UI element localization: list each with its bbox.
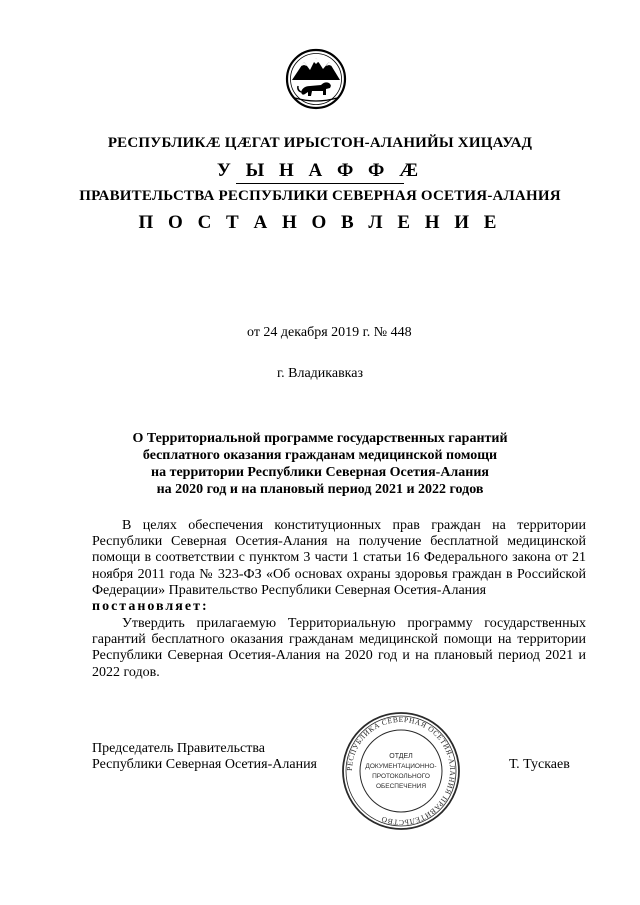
body-paragraph-2: Утвердить прилагаемую Территориальную программу государственных гарантий бесплатного оказания гражданам медицинской помощи на территории Республики Северная Осетия-Алания на 2020 год и на плановый период 2021 и 2022 годов. <box>92 616 586 680</box>
title-line: на территории Республики Северная Осетия-Алания <box>151 465 489 480</box>
resolves-keyword: постановляет: <box>92 599 209 615</box>
document-date-number: от 24 декабря 2019 г. № 448 <box>247 325 412 340</box>
stamp-inner-line: ОТДЕЛ <box>389 753 413 760</box>
title-line: О Территориальной программе государственных гарантий <box>132 431 508 446</box>
stamp-inner-line: ОБЕСПЕЧЕНИЯ <box>375 783 427 790</box>
stamp-inner-line: ДОКУМЕНТАЦИОННО- <box>365 763 437 770</box>
coat-of-arms-emblem <box>285 48 347 110</box>
header-ossetian-government: РЕСПУБЛИКӔ ЦӔГАТ ИРЫСТОН-АЛАНИЙЫ ХИЦАУАД <box>107 135 533 151</box>
header-divider <box>236 183 404 184</box>
header-resolution: П О С Т А Н О В Л Е Н И Е <box>138 212 502 233</box>
header-government: ПРАВИТЕЛЬСТВА РЕСПУБЛИКИ СЕВЕРНАЯ ОСЕТИЯ-АЛАНИЯ <box>79 188 561 204</box>
paragraph-text: В целях обеспечения конституционных прав граждан на территории Республики Северная Осетия-Алания на получение бесплатной медицинской помощи в соответствии с пунктом 3 части 1 статьи 16 Федерального закона от 21 ноября 2011 года № 323-ФЗ «Об основах охраны здоровья граждан в Российской Федерации» Правительство Республики Северная Осетия-Алания <box>92 518 586 598</box>
document-city: г. Владикавказ <box>276 366 364 381</box>
role-line: Председатель Правительства <box>92 741 265 756</box>
role-line: Республики Северная Осетия-Алания <box>92 757 317 772</box>
header-ossetian-resolution: У Ы Н А Ф Ф Ӕ <box>216 160 424 181</box>
document-title <box>120 430 520 498</box>
signatory-role <box>92 741 317 773</box>
title-line: бесплатного оказания гражданам медицинской помощи <box>142 448 498 463</box>
stamp-outer-text: РЕСПУБЛИКА СЕВЕРНАЯ ОСЕТИЯ-АЛАНИЯ ПРАВИТЕЛЬСТВО <box>344 714 458 828</box>
body-paragraph-1 <box>92 518 586 615</box>
svg-text:РЕСПУБЛИКА СЕВЕРНАЯ ОСЕТИЯ-АЛА <box>345 715 457 827</box>
official-stamp <box>340 710 462 832</box>
title-line: на 2020 год и на плановый период 2021 и 2022 годов <box>156 482 484 497</box>
stamp-inner-line: ПРОТОКОЛЬНОГО <box>372 773 430 780</box>
signatory-name: Т. Тускаев <box>509 757 570 772</box>
